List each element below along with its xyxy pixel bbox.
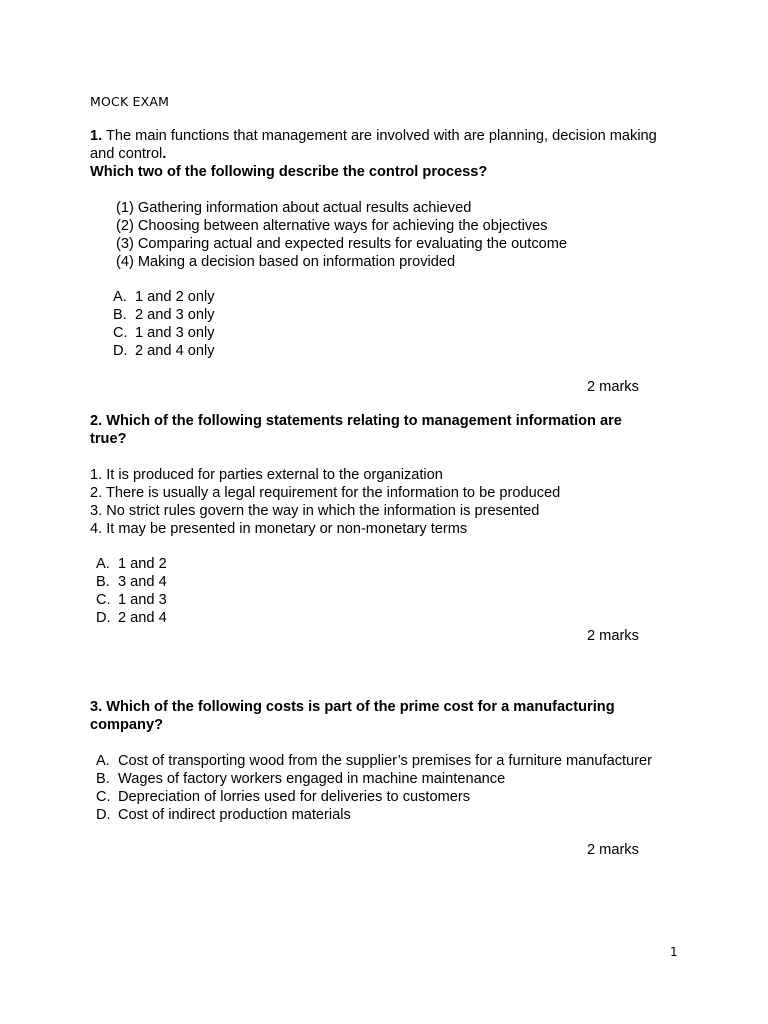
option-text: Cost of transporting wood from the supplier’s premises for a furniture manufacturer — [118, 753, 652, 769]
q1-intro-dot: . — [162, 146, 167, 162]
q1-intro-line-2 — [90, 145, 166, 163]
option-text: 2 and 3 only — [135, 307, 215, 323]
q1-statement: (2) Choosing between alternative ways for achieving the objectives — [116, 218, 548, 234]
q1-intro-line-1 — [90, 127, 657, 145]
option-text: 3 and 4 — [118, 574, 167, 590]
q1-number: 1. — [90, 128, 103, 144]
q1-option-c[interactable] — [113, 324, 215, 342]
option-label: C. — [113, 325, 128, 341]
q1-marks: 2 marks — [587, 379, 639, 395]
option-label: A. — [113, 289, 127, 305]
q2-option-b[interactable] — [96, 573, 167, 591]
q2-option-a[interactable] — [96, 555, 167, 573]
q2-statement: 4. It may be presented in monetary or non-monetary terms — [90, 521, 468, 537]
option-text: 1 and 3 — [118, 592, 167, 608]
option-label: C. — [96, 592, 111, 608]
q1-question: Which two of the following describe the control process? — [90, 164, 488, 180]
q2-statement: 3. No strict rules govern the way in which the information is presented — [90, 503, 540, 519]
option-label: B. — [96, 771, 110, 787]
q1-intro-text: The main functions that management are involved with are planning, decision making — [105, 128, 657, 144]
option-text: Cost of indirect production materials — [118, 807, 351, 823]
q3-option-a[interactable] — [96, 752, 652, 770]
page-header: MOCK EXAM — [90, 94, 170, 109]
option-label: D. — [96, 610, 111, 626]
q2-title-line-2: true? — [90, 431, 127, 447]
option-label: B. — [113, 307, 127, 323]
option-label: A. — [96, 753, 110, 769]
option-text: 2 and 4 — [118, 610, 167, 626]
option-label: D. — [96, 807, 111, 823]
q3-option-c[interactable] — [96, 788, 470, 806]
q1-statement: (3) Comparing actual and expected results for evaluating the outcome — [116, 236, 568, 252]
q3-title-line-1: 3. Which of the following costs is part of the prime cost for a manufacturing — [90, 699, 615, 715]
q3-title-line-2: company? — [90, 717, 163, 733]
q1-option-d[interactable] — [113, 342, 215, 360]
option-label: D. — [113, 343, 128, 359]
q1-statement: (1) Gathering information about actual results achieved — [116, 200, 472, 216]
option-text: 1 and 2 — [118, 556, 167, 572]
q3-option-d[interactable] — [96, 806, 351, 824]
q2-marks: 2 marks — [587, 628, 639, 644]
q1-intro-text-2: and control — [90, 146, 163, 162]
q3-option-b[interactable] — [96, 770, 505, 788]
q2-statement: 1. It is produced for parties external to the organization — [90, 467, 443, 483]
option-label: C. — [96, 789, 111, 805]
q2-title-line-1: 2. Which of the following statements relating to management information are — [90, 413, 622, 429]
q1-statement: (4) Making a decision based on information provided — [116, 254, 456, 270]
q2-option-c[interactable] — [96, 591, 167, 609]
option-text: 1 and 3 only — [135, 325, 215, 341]
option-text: Wages of factory workers engaged in machine maintenance — [118, 771, 506, 787]
q3-marks: 2 marks — [587, 842, 639, 858]
option-text: 2 and 4 only — [135, 343, 215, 359]
option-label: A. — [96, 556, 110, 572]
page-number: 1 — [670, 945, 678, 959]
q1-option-a[interactable] — [113, 288, 215, 306]
option-text: 1 and 2 only — [135, 289, 215, 305]
q1-option-b[interactable] — [113, 306, 215, 324]
option-label: B. — [96, 574, 110, 590]
option-text: Depreciation of lorries used for deliveries to customers — [118, 789, 471, 805]
q2-option-d[interactable] — [96, 609, 167, 627]
q2-statement: 2. There is usually a legal requirement for the information to be produced — [90, 485, 561, 501]
